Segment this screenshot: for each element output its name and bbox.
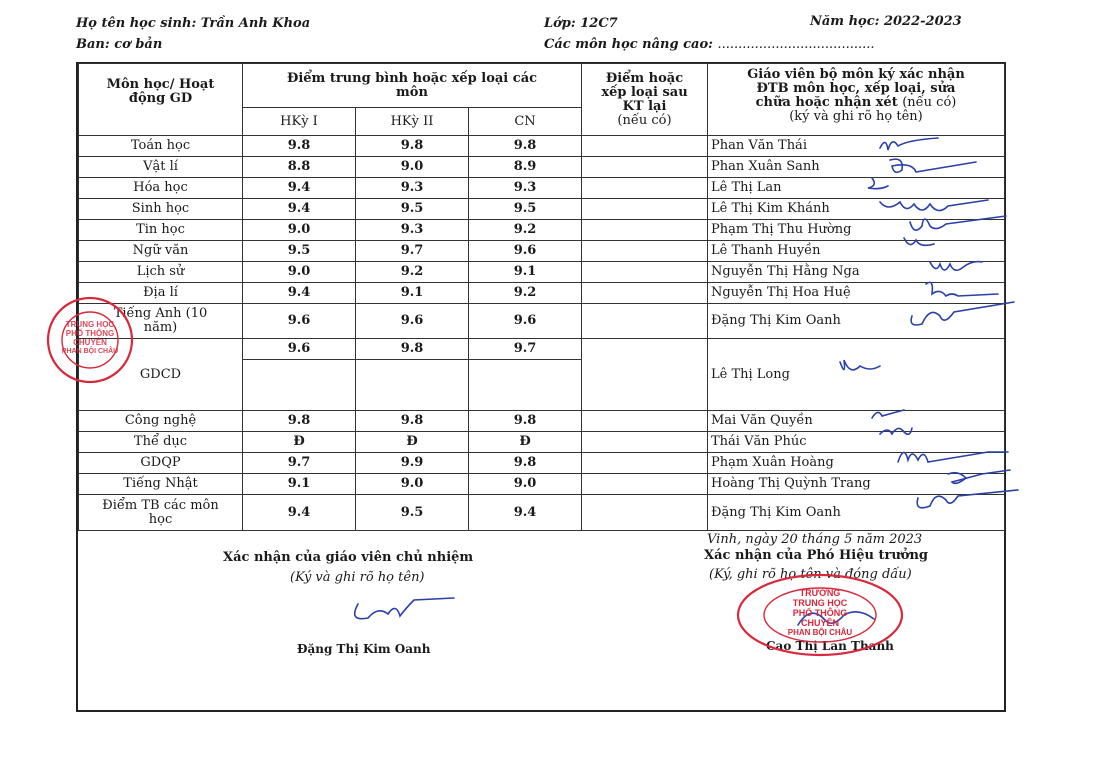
official-seal — [735, 572, 905, 658]
homeroom-name: Đặng Thị Kim Oanh — [297, 642, 431, 656]
hk2-cell: 9.5 — [356, 199, 469, 220]
hk2-cell: 9.0 — [356, 157, 469, 178]
hk2-cell: Đ — [356, 432, 469, 453]
teacher-cell: Phạm Xuân Hoàng — [708, 453, 1005, 474]
cn-cell: 9.8 — [469, 136, 582, 157]
subject-cell: Vật lí — [79, 157, 243, 178]
hk1-cell: 9.0 — [243, 220, 356, 241]
subject-col-header: Môn học/ Hoạt động GD — [79, 64, 243, 136]
cn-cell: 9.2 — [469, 283, 582, 304]
retest-col-header — [582, 64, 708, 136]
margin-seal-line: PHAN BỘI CHÂU — [61, 348, 119, 355]
cn-cell: 9.8 — [469, 411, 582, 432]
teacher-header-note2: (ký và ghi rõ họ tên) — [789, 109, 923, 124]
subject-cell: GDCD — [79, 339, 243, 411]
subject-cell: Toán học — [79, 136, 243, 157]
margin-seal-line: TRUNG HỌC — [65, 320, 115, 329]
subject-cell: Tin học — [79, 220, 243, 241]
hk1-cell: Đ — [243, 432, 356, 453]
retest-cell — [582, 262, 708, 283]
subject-cell: Công nghệ — [79, 411, 243, 432]
vice-principal-name: Cao Thị Lan Thanh — [766, 639, 894, 653]
subject-cell: Thể dục — [79, 432, 243, 453]
hk1-cell: 9.1 — [243, 474, 356, 495]
teacher-cell: Thái Văn Phúc — [708, 432, 1005, 453]
table-row — [79, 136, 1005, 157]
empty-cell — [469, 360, 582, 411]
homeroom-sub: (Ký và ghi rõ họ tên) — [290, 570, 425, 585]
teacher-cell: Hoàng Thị Quỳnh Trang — [708, 474, 1005, 495]
retest-cell — [582, 495, 708, 531]
subject-cell: Ngữ văn — [79, 241, 243, 262]
hk2-cell: 9.8 — [356, 136, 469, 157]
margin-seal-text — [50, 320, 130, 356]
hk1-cell: 9.0 — [243, 262, 356, 283]
table-row — [79, 474, 1005, 495]
hk1-cell: 9.8 — [243, 411, 356, 432]
cn-cell: 9.5 — [469, 199, 582, 220]
teacher-cell: Nguyễn Thị Hằng Nga — [708, 262, 1005, 283]
hk1-cell: 9.4 — [243, 199, 356, 220]
subject-cell: Điểm TB các môn học — [79, 495, 243, 531]
student-name: Trần Anh Khoa — [200, 16, 311, 31]
cn-cell: 9.4 — [469, 495, 582, 531]
cn-cell: 9.3 — [469, 178, 582, 199]
retest-cell — [582, 304, 708, 339]
hk1-cell: 9.6 — [243, 304, 356, 339]
margin-seal — [38, 296, 138, 384]
subject-cell: Địa lí — [79, 283, 243, 304]
cn-cell: 9.6 — [469, 304, 582, 339]
table-row — [79, 241, 1005, 262]
hk2-cell: 9.1 — [356, 283, 469, 304]
table-row — [79, 199, 1005, 220]
retest-cell — [582, 339, 708, 411]
cn-cell: 9.1 — [469, 262, 582, 283]
retest-cell — [582, 220, 708, 241]
teacher-cell: Phan Xuân Sanh — [708, 157, 1005, 178]
teacher-cell: Mai Văn Quyền — [708, 411, 1005, 432]
retest-cell — [582, 474, 708, 495]
seal-text — [755, 588, 885, 638]
empty-cell — [243, 360, 356, 411]
table-row — [79, 220, 1005, 241]
teacher-cell: Phạm Thị Thu Hường — [708, 220, 1005, 241]
class-label: Lớp: — [544, 16, 576, 31]
year-value: 2022-2023 — [883, 14, 962, 29]
hk1-cell: 9.4 — [243, 178, 356, 199]
vice-principal-title: Xác nhận của Phó Hiệu trưởng — [704, 548, 928, 563]
hk1-cell: 9.7 — [243, 453, 356, 474]
subject-cell: Tiếng Anh (10 năm) — [79, 304, 243, 339]
hk2-header: HKỳ II — [356, 108, 469, 136]
cn-cell: 9.7 — [469, 339, 582, 360]
cn-cell: Đ — [469, 432, 582, 453]
vice-principal-sub: (Ký, ghi rõ họ tên và đóng dấu) — [709, 567, 912, 582]
hk1-cell: 9.8 — [243, 136, 356, 157]
seal-line: PHAN BỘI CHÂU — [787, 628, 853, 637]
teacher-header-note1: (nếu có) — [902, 95, 957, 110]
table-row — [79, 411, 1005, 432]
margin-seal-line: CHUYÊN — [73, 338, 107, 347]
student-name-line — [76, 16, 310, 31]
year-line — [810, 14, 962, 29]
table-row — [79, 495, 1005, 531]
subject-cell: Sinh học — [79, 199, 243, 220]
table-row — [79, 178, 1005, 199]
teacher-cell: Lê Thanh Huyền — [708, 241, 1005, 262]
seal-line: TRƯỜNG — [799, 588, 841, 598]
cn-cell: 9.8 — [469, 453, 582, 474]
hk2-cell: 9.9 — [356, 453, 469, 474]
retest-cell — [582, 283, 708, 304]
teacher-cell: Phan Văn Thái — [708, 136, 1005, 157]
retest-cell — [582, 432, 708, 453]
teacher-cell: Lê Thị Long — [708, 339, 1005, 411]
hk2-cell: 9.3 — [356, 220, 469, 241]
seal-line: TRUNG HỌC — [792, 598, 848, 608]
year-label: Năm học: — [810, 14, 880, 29]
cn-cell: 8.9 — [469, 157, 582, 178]
cn-cell: 9.0 — [469, 474, 582, 495]
subject-cell: Tiếng Nhật — [79, 474, 243, 495]
table-row — [79, 262, 1005, 283]
class-line — [544, 16, 618, 31]
table-row — [79, 453, 1005, 474]
margin-seal-line: PHỔ THÔNG — [65, 329, 115, 338]
retest-cell — [582, 157, 708, 178]
retest-cell — [582, 411, 708, 432]
retest-cell — [582, 178, 708, 199]
hk2-cell: 9.2 — [356, 262, 469, 283]
cn-cell: 9.2 — [469, 220, 582, 241]
hk2-cell: 9.8 — [356, 339, 469, 360]
retest-header-note: (nếu có) — [617, 113, 672, 128]
cn-cell: 9.6 — [469, 241, 582, 262]
hk2-cell: 9.3 — [356, 178, 469, 199]
subject-cell: GDQP — [79, 453, 243, 474]
teacher-cell: Đặng Thị Kim Oanh — [708, 495, 1005, 531]
retest-cell — [582, 136, 708, 157]
table-row — [79, 432, 1005, 453]
advanced-value: ...................................... — [717, 37, 875, 52]
seal-line: CHUYÊN — [800, 618, 839, 628]
teacher-header-text: Giáo viên bộ môn ký xác nhận ĐTB môn học, xếp loại, sửa chữa hoặc nhận xét — [747, 67, 965, 110]
subject-cell: Lịch sử — [79, 262, 243, 283]
student-label: Họ tên học sinh: — [76, 16, 197, 31]
class-value: 12C7 — [580, 16, 618, 31]
advanced-line — [544, 37, 875, 52]
hk1-cell: 9.4 — [243, 283, 356, 304]
hk1-cell: 9.4 — [243, 495, 356, 531]
teacher-col-header — [708, 64, 1005, 136]
hk2-cell: 9.6 — [356, 304, 469, 339]
retest-cell — [582, 453, 708, 474]
track-label: Ban: — [76, 37, 110, 52]
cn-header: CN — [469, 108, 582, 136]
homeroom-title: Xác nhận của giáo viên chủ nhiệm — [223, 550, 474, 565]
track-value: cơ bản — [114, 37, 163, 52]
table-row — [79, 339, 1005, 360]
teacher-cell: Đặng Thị Kim Oanh — [708, 304, 1005, 339]
hk2-cell: 9.8 — [356, 411, 469, 432]
subject-cell: Hóa học — [79, 178, 243, 199]
track-line — [76, 37, 162, 52]
retest-cell — [582, 241, 708, 262]
teacher-cell: Nguyễn Thị Hoa Huệ — [708, 283, 1005, 304]
scores-col-header: Điểm trung bình hoặc xếp loại các môn — [243, 64, 582, 108]
retest-header-text: Điểm hoặc xếp loại sau KT lại — [601, 71, 688, 114]
hk2-cell: 9.7 — [356, 241, 469, 262]
empty-cell — [356, 360, 469, 411]
date-line: Vinh, ngày 20 tháng 5 năm 2023 — [707, 532, 923, 547]
advanced-label: Các môn học nâng cao: — [544, 37, 713, 52]
teacher-cell: Lê Thị Kim Khánh — [708, 199, 1005, 220]
hk1-header: HKỳ I — [243, 108, 356, 136]
hk1-cell: 9.6 — [243, 339, 356, 360]
teacher-cell: Lê Thị Lan — [708, 178, 1005, 199]
hk2-cell: 9.0 — [356, 474, 469, 495]
table-row — [79, 157, 1005, 178]
table-row — [79, 304, 1005, 339]
seal-line: PHỔ THÔNG — [792, 608, 848, 618]
hk1-cell: 8.8 — [243, 157, 356, 178]
grade-table — [78, 63, 1005, 531]
table-row — [79, 283, 1005, 304]
retest-cell — [582, 199, 708, 220]
hk1-cell: 9.5 — [243, 241, 356, 262]
hk2-cell: 9.5 — [356, 495, 469, 531]
